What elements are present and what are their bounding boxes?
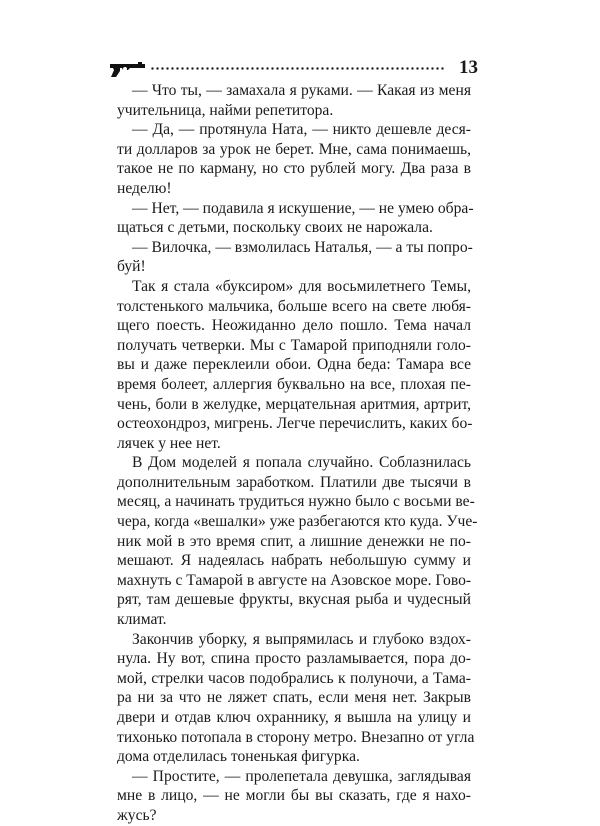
paragraph-line: рят, там дешевые фрукты, вкусная рыба и чудесный [117, 591, 471, 609]
paragraph-line: чера, когда «вешалки» уже разбегаются кто куда. Уче- [117, 513, 478, 531]
paragraph-line: толстенького мальчика, больше всего на свете любя- [117, 297, 471, 315]
paragraph-line: такое не по карману, но сто рублей могу. Два раза в [117, 160, 471, 178]
revolver-icon [108, 58, 146, 78]
paragraph-first-line: — Что ты, — замахала я руками. — Какая из меня [132, 82, 471, 99]
paragraph-line: махнуть с Тамарой в августе на Азовское море. Гово- [117, 571, 472, 589]
body-text [117, 81, 478, 826]
paragraph-line: дома отделилась тоненькая фигурка. [117, 748, 360, 766]
paragraph-line: тихонько потопала в сторону метро. Внезапно от угла [117, 728, 475, 746]
paragraph-line: ти долларов за урок не берет. Мне, сама понимаешь, [117, 140, 471, 158]
paragraph-first-line: В Дом моделей я попала случайно. Соблазнилась [132, 454, 471, 472]
paragraph-line: буй! [117, 258, 146, 276]
paragraph-line: чень, боли в желудке, мерцательная аритмия, артрит, [117, 395, 471, 413]
paragraph-line: щего поесть. Неожиданно дело пошло. Тема начал [117, 317, 471, 335]
paragraph-line: ник мой в это время спит, а лишние денежки не по- [117, 532, 471, 550]
paragraph-line: двери и отдав ключ охраннику, я вышла на улицу и [117, 709, 471, 726]
paragraph-first-line: — Простите, — пролепетала девушка, заглядывая [132, 767, 471, 785]
paragraph-line: месяц, а начинать трудиться нужно было с восьми ве- [117, 493, 475, 511]
running-header [108, 56, 478, 80]
paragraph-line: мешают. Я надеялась набрать небольшую сумму и [117, 552, 471, 570]
paragraph-line: щаться с детьми, поскольку своих не нарожала. [117, 219, 433, 237]
paragraph-first-line: — Вилочка, — взмолилась Наталья, — а ты попро- [132, 238, 473, 256]
paragraph-line: ра ни за что не ляжет спать, если меня нет. Закрыв [117, 689, 471, 707]
paragraph-line: остеохондроз, мигрень. Легче перечислить, каких бо- [117, 415, 473, 433]
dotted-rule [150, 67, 444, 70]
paragraph-line: вы и даже переклеили обои. Одна беда: Тамара все [117, 356, 471, 374]
paragraph-line: жусь? [117, 806, 157, 824]
paragraph-line: климат. [117, 611, 167, 629]
paragraph-line: лячек у нее нет. [117, 434, 221, 452]
paragraph-line: получать четверки. Мы с Тамарой приподняли голо- [117, 336, 471, 354]
paragraph-line: мой, стрелки часов подобрались к полуночи, а Тама- [117, 669, 471, 687]
paragraph-line: нула. Ну вот, спина просто разламывается, пора до- [117, 650, 471, 668]
paragraph-line: дополнительным заработком. Платили две тысячи в [117, 473, 471, 491]
paragraph-first-line: Так я стала «буксиром» для восьмилетнего Темы, [132, 277, 471, 295]
paragraph-line: неделю! [117, 179, 172, 197]
paragraph-first-line: Закончив уборку, я выпрямилась и глубоко вздох- [132, 630, 471, 648]
paragraph-line: учительница, найми репетитора. [117, 101, 334, 119]
paragraph-first-line: — Нет, — подавила я искушение, — не умею обра- [132, 199, 474, 217]
paragraph-first-line: — Да, — протянула Ната, — никто дешевле деся- [132, 121, 471, 139]
paragraph-line: мне в лицо, — не могли бы вы сказать, где я нахо- [117, 787, 471, 805]
paragraph-line: время болеет, аллергия буквально на все, плохая пе- [117, 375, 471, 393]
page-number: 13 [459, 57, 478, 78]
